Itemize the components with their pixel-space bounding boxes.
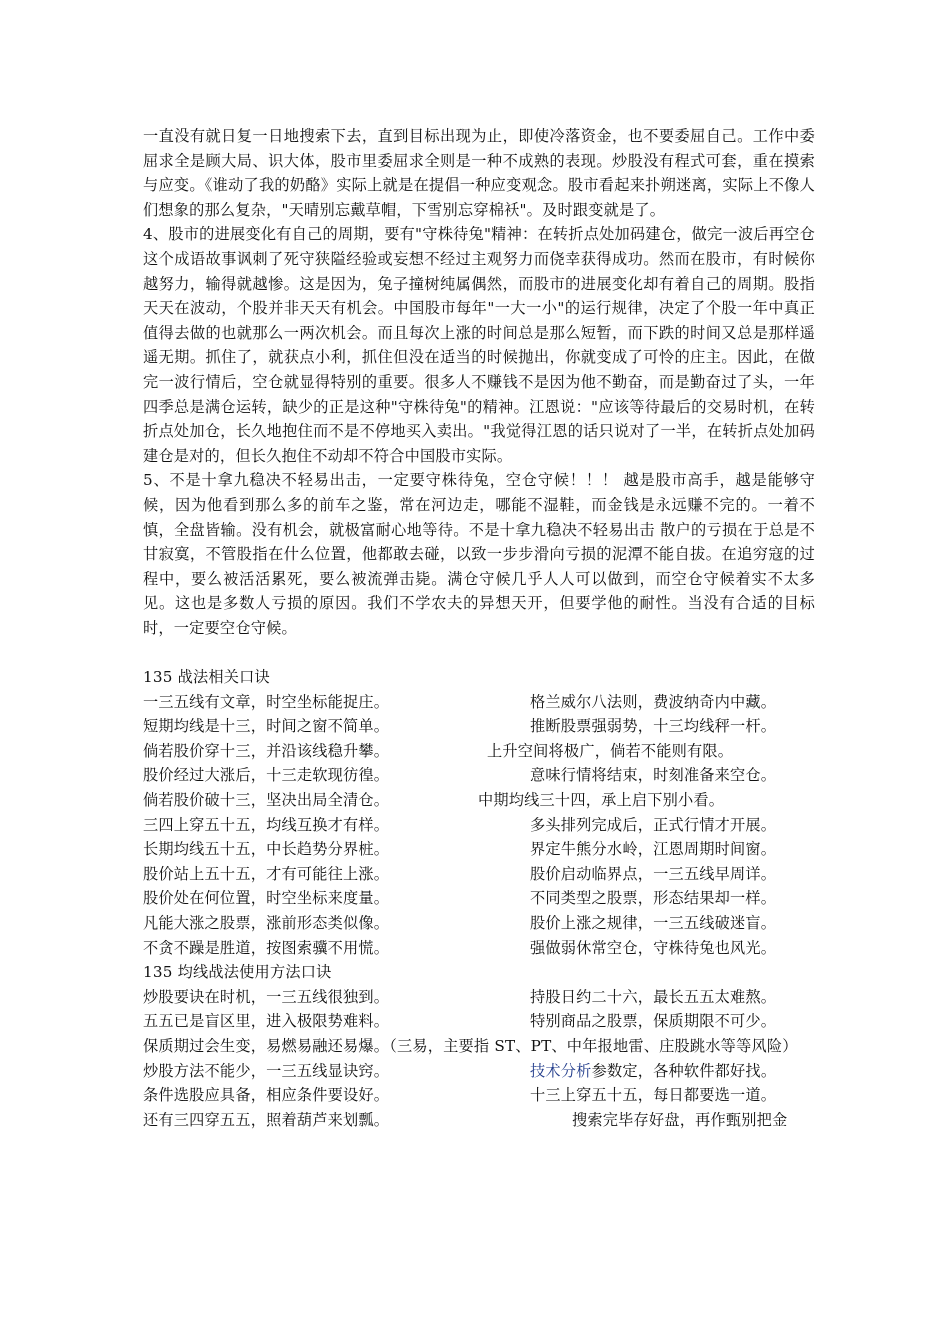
paragraph: 4、股市的进展变化有自己的周期，要有"守株待兔"精神：在转折点处加码建仓，做完一波后再空仓 这个成语故事讽刺了死守狭隘经验或妄想不经过主观努力而侥幸获得成功。然而在股市，有时候你越努力，输得就越惨。这是因为，兔子撞树纯属偶然，而股市的进展变化却有着自己的周期。股指天天在波动，个股并非天天有机会。中国股市每年"一大一小"的运行规律，决定了个股一年中真正值得去做的也就那么一两次机会。而且每次上涨的时间总是那么短暂，而下跌的时间又总是那样遥遥无期。抓住了，就获点小利，抓住但没在适当的时候抛出，你就变成了可怜的庄主。因此，在做完一波行情后，空仓就显得特别的重要。很多人不赚钱不是因为他不勤奋，而是勤奋过了头，一年四季总是满仓运转，缺少的正是这种"守株待兔"的精神。江恩说："应该等待最后的交易时机，在转折点处加仓，长久地抱住而不是不停地买入卖出。"我觉得江恩的话只说对了一半，在转折点处加码建仓是对的，但长久抱住不动却不符合中国股市实际。 — [143, 225, 815, 465]
verse-row — [143, 1108, 815, 1133]
verse-row — [143, 985, 815, 1010]
verse-right: 十三上穿五十五，每日都要选一道。 — [530, 1086, 777, 1105]
section-heading: 135 均线战法使用方法口诀 — [143, 963, 332, 982]
verse-row — [143, 813, 815, 838]
verse-right: 多头排列完成后，正式行情才开展。 — [530, 815, 777, 834]
verse-left: 条件选股应具备，相应条件要设好。 — [143, 1086, 390, 1105]
verse-left: 凡能大涨之股票，涨前形态类似像。 — [143, 914, 390, 932]
verse-row — [143, 886, 815, 911]
verse-left: 三四上穿五十五，均线互换才有样。 — [143, 815, 390, 834]
paragraph: 5、不是十拿九稳决不轻易出击，一定要守株待兔，空仓守候！！！ 越是股市高手，越是能够守候，因为他看到那么多的前车之鉴，常在河边走，哪能不湿鞋，而金钱是永远赚不完的。一着不慎，全盘皆输。没有机会，就极富耐心地等待。不是十拿九稳决不轻易出击 散户的亏损在于总是不甘寂寞，不管股指在什么位置，他都敢去碰，以致一步步滑向亏损的泥潭不能自拔。在追穷寇的过程中，要么被活活累死，要么被流弹击毙。满仓守候几乎人人可以做到，而空仓守候着实不太多见。这也是多数人亏损的原因。我们不学农夫的异想天开，但要学他的耐性。当没有合适的目标时，一定要空仓守候。 — [143, 471, 815, 637]
verse-right: 搜索完毕存好盘，再作甄别把金 — [572, 1110, 788, 1129]
blank-line — [143, 640, 815, 665]
verse-row — [143, 911, 815, 936]
verse-row — [143, 763, 815, 788]
verse-right: （三易，主要指 ST、PT、中年报地雷、庄股跳水等等风险） — [389, 1036, 798, 1055]
verse-left: 五五已是盲区里，进入极限势难料。 — [143, 1012, 390, 1031]
verse-right: 格兰威尔八法则，费波纳奇内中藏。 — [530, 692, 777, 711]
verse-right: 持股日约二十六，最长五五太难熬。 — [530, 987, 777, 1006]
verse-left: 倘若股价穿十三，并沿该线稳升攀。 — [143, 741, 390, 760]
verse-right: 股价启动临界点，一三五线早周详。 — [530, 864, 777, 883]
document-page — [143, 124, 815, 1132]
verse-right: 推断股票强弱势，十三均线秤一杆。 — [530, 717, 777, 736]
verse-row — [143, 714, 815, 739]
verse-right: 中期均线三十四，承上启下别小看。 — [478, 791, 725, 810]
verse-row — [143, 1083, 815, 1108]
paragraph: 一直没有就日复一日地搜索下去，直到目标出现为止，即使冷落资金，也不要委屈自己。工作中委屈求全是顾大局、识大体，股市里委屈求全则是一种不成熟的表现。炒股没有程式可套，重在摸索与应变。《谁动了我的奶酪》实际上就是在提倡一种应变观念。股市看起来扑朔迷离，实际上不像人们想象的那么复杂，"天晴别忘戴草帽，下雪别忘穿棉袄"。及时跟变就是了。 — [143, 127, 815, 219]
verse-row — [143, 936, 815, 961]
verse-left: 炒股要诀在时机，一三五线很独到。 — [143, 987, 390, 1006]
verse-left: 倘若股价破十三，坚决出局全清仓。 — [143, 791, 390, 810]
verse-right: 股价上涨之规律，一三五线破迷盲。 — [530, 914, 777, 932]
verse-left: 股价处在何位置，时空坐标来度量。 — [143, 889, 390, 908]
verse-left: 炒股方法不能少，一三五线显诀窍。 — [143, 1061, 390, 1080]
verse-row — [143, 739, 815, 764]
verse-left: 短期均线是十三，时间之窗不简单。 — [143, 717, 390, 736]
verse-row — [143, 862, 815, 887]
verse-right: 不同类型之股票，形态结果却一样。 — [530, 889, 777, 908]
verse-row — [143, 837, 815, 862]
technical-analysis-link[interactable]: 技术分析 — [530, 1061, 592, 1080]
verse-row — [143, 788, 815, 813]
verse-right: 参数定，各种软件都好找。 — [591, 1061, 777, 1080]
verse-row — [143, 1009, 815, 1034]
verse-right: 强做弱休常空仓，守株待兔也风光。 — [530, 938, 777, 957]
verse-left: 股价站上五十五，才有可能往上涨。 — [143, 864, 390, 883]
verse-right: 特别商品之股票，保质期限不可少。 — [530, 1012, 777, 1031]
verse-left: 股价经过大涨后，十三走软现彷徨。 — [143, 766, 390, 785]
verse-right: 意味行情将结束，时刻准备来空仓。 — [530, 766, 777, 785]
verse-left: 还有三四穿五五，照着葫芦来划瓢。 — [143, 1110, 390, 1129]
verse-right: 界定牛熊分水岭，江恩周期时间窗。 — [530, 840, 777, 859]
verse-right: 上升空间将极广，倘若不能则有限。 — [487, 741, 734, 760]
verse-left: 一三五线有文章，时空坐标能捉庄。 — [143, 692, 390, 711]
verse-left: 长期均线五十五，中长趋势分界桩。 — [143, 840, 390, 859]
section-heading: 135 战法相关口诀 — [143, 668, 270, 687]
verse-row — [143, 690, 815, 715]
verse-right-group — [530, 1059, 776, 1084]
verse-left: 不贪不躁是胜道，按图索骥不用慌。 — [143, 938, 390, 957]
verse-row — [143, 1034, 815, 1059]
verse-left: 保质期过会生变，易燃易融还易爆。 — [143, 1036, 390, 1055]
verse-row — [143, 1059, 815, 1084]
